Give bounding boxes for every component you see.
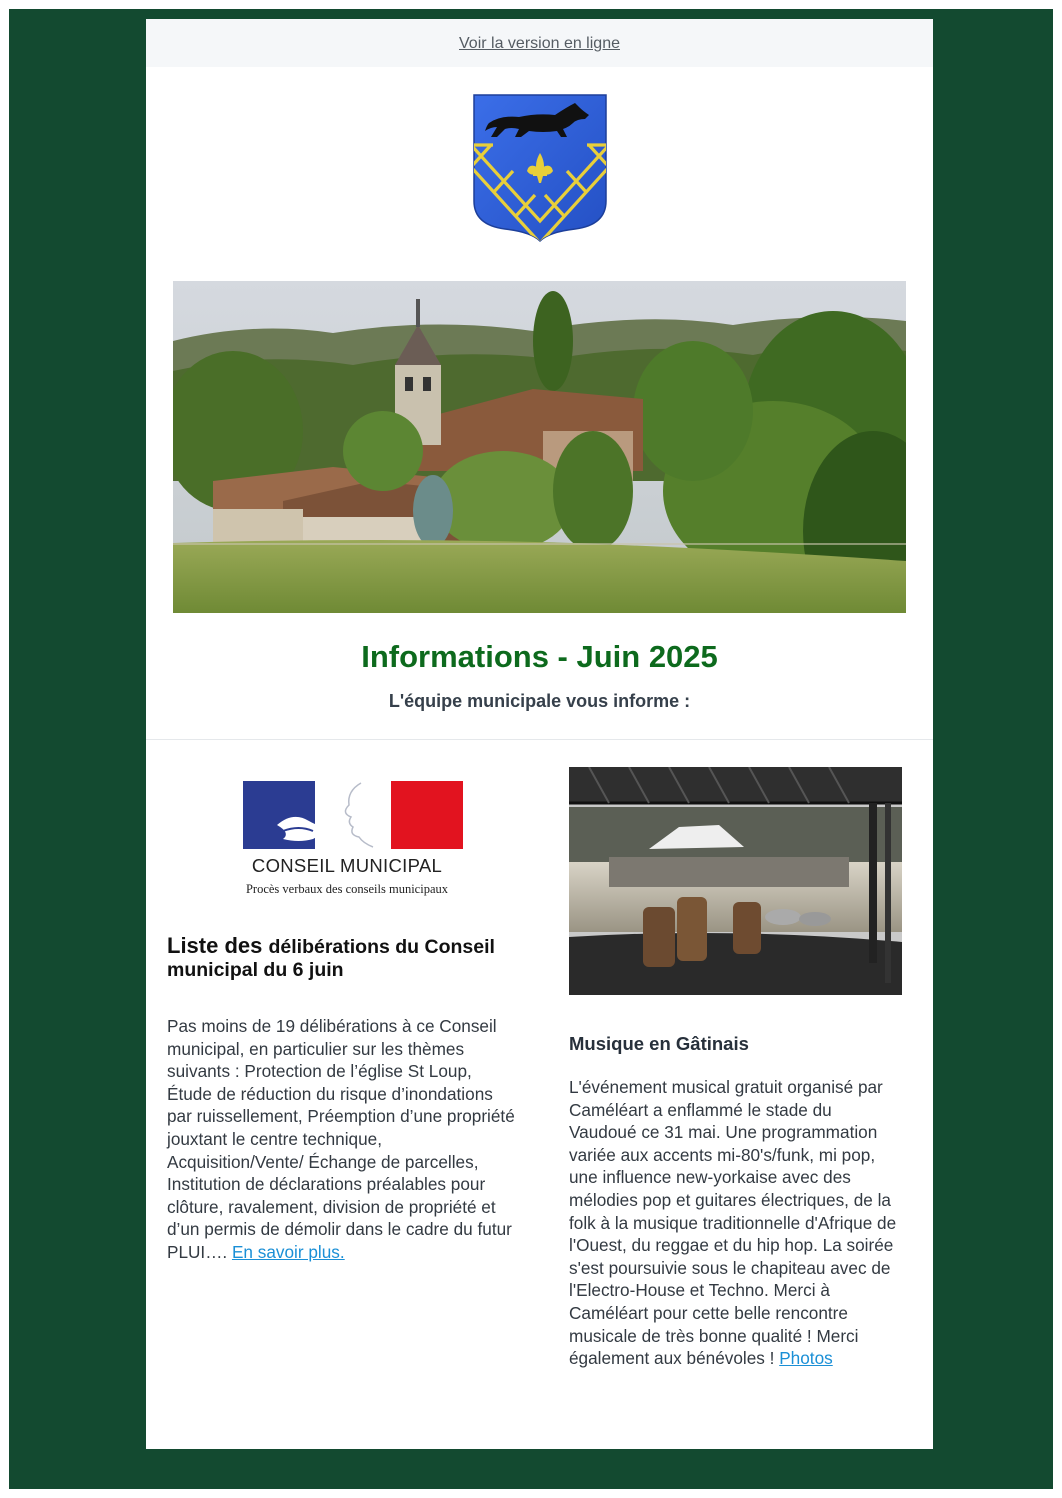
council-article-title (167, 934, 507, 982)
read-more-link[interactable]: En savoir plus. (231, 1241, 345, 1262)
logo-caption: CONSEIL MUNICIPAL (251, 855, 443, 876)
council-title-part2: délibérations du Conseil municipal du 6 juin (167, 936, 495, 981)
newsletter-subtitle: L'équipe municipale vous informe : (388, 691, 691, 711)
photos-link[interactable]: Photos (779, 1348, 833, 1369)
page-frame (9, 9, 1053, 1489)
online-version-link[interactable]: Voir la version en ligne (459, 35, 620, 52)
top-bar (146, 19, 933, 67)
music-body-text: L'événement musical gratuit organisé par Caméléart a enflammé le stade du Vaudoué ce 31 mai. Une programmation variée aux accents mi-80's/funk, mi pop, une influence new-yorkaise avec des mélodies pop et guitares électriques, de la folk à la musique traditionnelle d'Afrique de l'Ouest, du reggae et du hip hop. La soirée s'est poursuivie sous le chapiteau avec de l'Electro-House et Techno. Merci à Caméléart pour cette belle rencontre musicale de très bonne qualité ! Merci également aux bénévoles ! (569, 1077, 897, 1369)
section-divider (146, 739, 933, 740)
council-article-body (167, 1015, 517, 1264)
council-title-part1: Liste des (167, 933, 269, 958)
music-article-title: Musique en Gâtinais (569, 1033, 749, 1054)
music-article-body (569, 1076, 903, 1370)
village-photo (173, 281, 906, 613)
council-body-text: Pas moins de 19 délibérations à ce Conseil municipal, en particulier sur les thèmes suivants : Protection de l’église St Loup, Étude de réduction du risque d’inondations par ruissellement, Préemption d’une propriété jouxtant le centre technique, Acquisition/Vente/ Échange de parcelles, Institution de déclarations préalables pour clôture, ravalement, division de propriété et d’un permis de démolir dans le cadre du futur PLUI…. (167, 1016, 515, 1262)
newsletter-title: Informations - Juin 2025 (361, 639, 718, 674)
logo-subcaption: Procès verbaux des conseils municipaux (245, 882, 449, 896)
newsletter-card (146, 19, 933, 1449)
coat-of-arms-icon (471, 93, 609, 243)
concert-photo (569, 767, 902, 995)
